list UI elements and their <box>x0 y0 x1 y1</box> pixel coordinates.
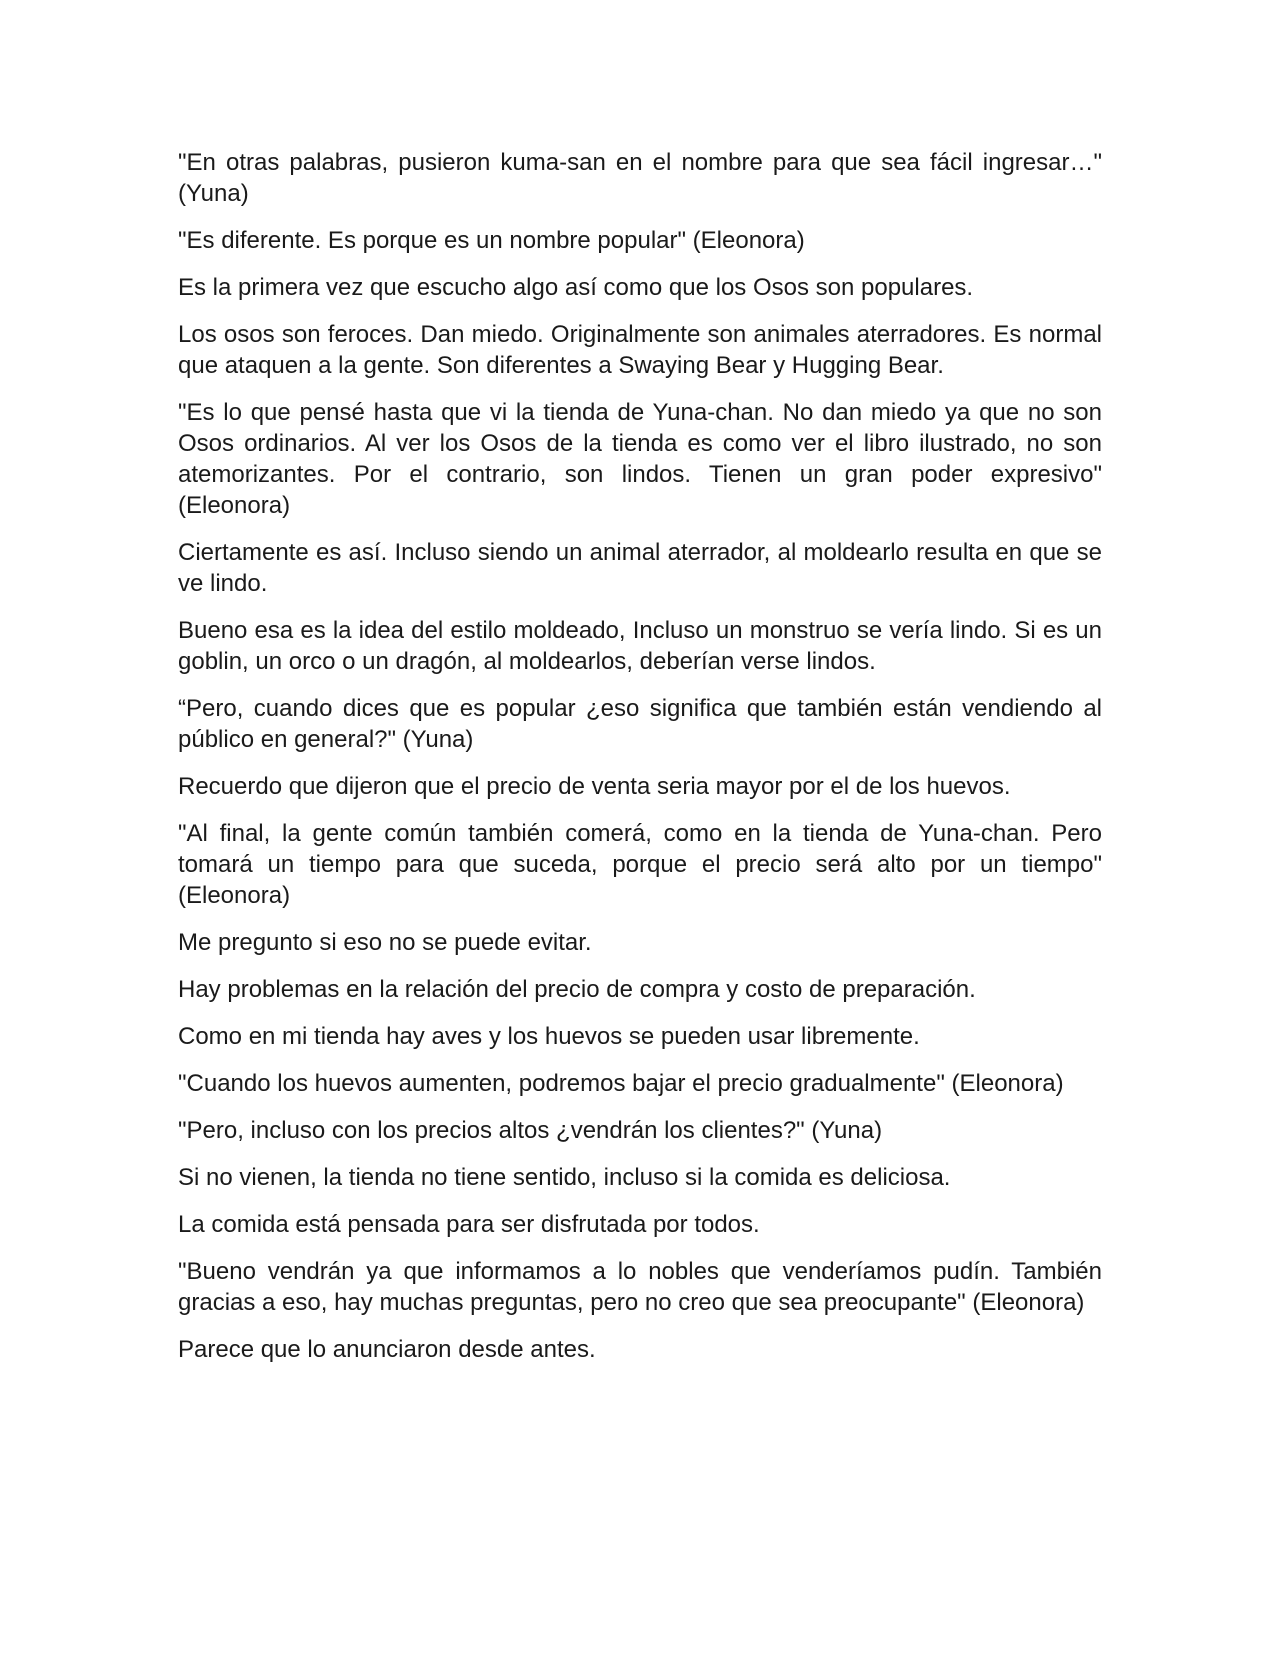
paragraph-11: Me pregunto si eso no se puede evitar. <box>178 929 592 956</box>
paragraph-4: Los osos son feroces. Dan miedo. Originalmente son animales aterradores. Es normal que ataquen a la gente. Son diferentes a Swaying Bear y Hugging Bear. <box>178 321 1102 379</box>
paragraph-9: Recuerdo que dijeron que el precio de venta seria mayor por el de los huevos. <box>178 773 1011 800</box>
paragraph-13: Como en mi tienda hay aves y los huevos se pueden usar libremente. <box>178 1023 920 1050</box>
text-column <box>178 147 1102 1381</box>
paragraph-5: "Es lo que pensé hasta que vi la tienda de Yuna-chan. No dan miedo ya que no son Osos ordinarios. Al ver los Osos de la tienda es como ver el libro ilustrado, no son atemorizantes. Por el contrario, son lindos. Tienen un gran poder expresivo" (Eleonora) <box>178 399 1102 519</box>
paragraph-8: “Pero, cuando dices que es popular ¿eso significa que también están vendiendo al público en general?" (Yuna) <box>178 695 1102 753</box>
paragraph-19: Parece que lo anunciaron desde antes. <box>178 1336 596 1363</box>
paragraph-18: "Bueno vendrán ya que informamos a lo nobles que venderíamos pudín. También gracias a eso, hay muchas preguntas, pero no creo que sea preocupante" (Eleonora) <box>178 1258 1102 1316</box>
paragraph-3: Es la primera vez que escucho algo así como que los Osos son populares. <box>178 274 974 301</box>
paragraph-14: "Cuando los huevos aumenten, podremos bajar el precio gradualmente" (Eleonora) <box>178 1070 1064 1097</box>
paragraph-15: "Pero, incluso con los precios altos ¿vendrán los clientes?" (Yuna) <box>178 1117 883 1144</box>
paragraph-12: Hay problemas en la relación del precio de compra y costo de preparación. <box>178 976 976 1003</box>
paragraph-6: Ciertamente es así. Incluso siendo un animal aterrador, al moldearlo resulta en que se ve lindo. <box>178 539 1102 597</box>
paragraph-7: Bueno esa es la idea del estilo moldeado, Incluso un monstruo se vería lindo. Si es un goblin, un orco o un dragón, al moldearlos, deberían verse lindos. <box>178 617 1102 675</box>
paragraph-17: La comida está pensada para ser disfrutada por todos. <box>178 1211 760 1238</box>
paragraph-1: "En otras palabras, pusieron kuma-san en el nombre para que sea fácil ingresar…" (Yuna) <box>178 149 1102 207</box>
paragraph-16: Si no vienen, la tienda no tiene sentido, incluso si la comida es deliciosa. <box>178 1164 951 1191</box>
paragraph-10: "Al final, la gente común también comerá, como en la tienda de Yuna-chan. Pero tomará un tiempo para que suceda, porque el precio será alto por un tiempo" (Eleonora) <box>178 820 1102 909</box>
paragraph-2: "Es diferente. Es porque es un nombre popular" (Eleonora) <box>178 227 805 254</box>
